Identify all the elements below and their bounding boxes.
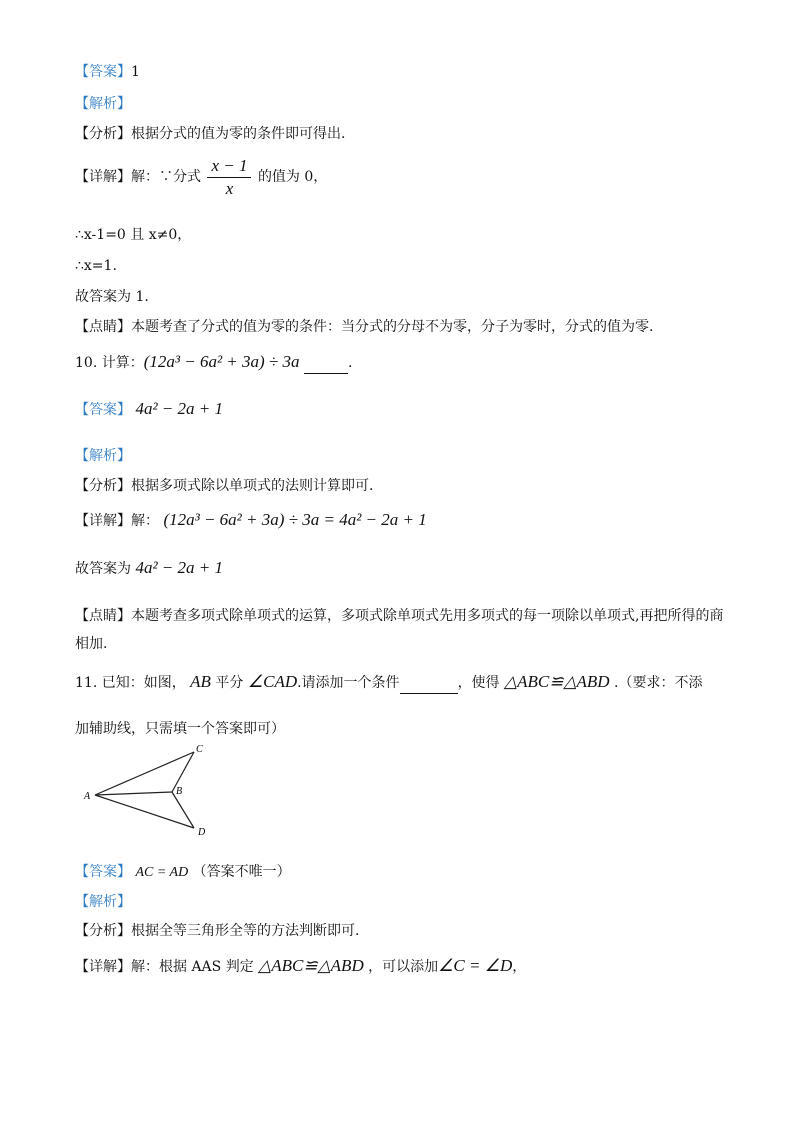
q10-conclusion-line (75, 558, 223, 579)
point-c-label: C (196, 744, 203, 755)
answer-expression: 4a² − 2a + 1 (135, 399, 223, 418)
q9-analysis-tag: 【解析】 (75, 96, 131, 112)
fenxi-text: 根据多项式除以单项式的法则计算即可. (131, 478, 374, 494)
fenxi-tag: 【分析】 (75, 478, 131, 494)
answer-blank (304, 353, 348, 374)
q9-step2: ∴x=1. (75, 258, 117, 274)
comment-text: 本题考查多项式除单项式的运算，多项式除单项式先用多项式的每一项除以单项式,再把所得的商 (131, 608, 724, 624)
question-prompt: 计算： (101, 355, 144, 371)
detail-suffix: 的值为 0， (257, 169, 328, 185)
question-number: 10. (75, 355, 98, 371)
segment-bd (172, 792, 194, 828)
fenxi-tag: 【分析】 (75, 126, 131, 142)
answer-note: （答案不唯一） (192, 864, 291, 880)
q10-comment-line1 (75, 606, 723, 626)
q11-fenxi-line (75, 921, 359, 941)
q11-analysis-tag: 【解析】 (75, 894, 131, 910)
q9-detail-line (75, 153, 327, 201)
q10-comment-line2: 相加. (75, 636, 108, 652)
comment-tag: 【点睛】 (75, 608, 131, 624)
q11-detail-line (75, 956, 526, 977)
q9-fenxi-line (75, 124, 345, 144)
q10-fenxi-line (75, 476, 373, 496)
answer-tag: 【答案】 (75, 402, 131, 418)
comment-text: 本题考查了分式的值为零的条件：当分式的分母不为零，分子为零时，分式的值为零. (131, 319, 654, 335)
q10-question-line (75, 352, 352, 374)
point-d-label: D (198, 827, 206, 838)
point-a-label: A (84, 791, 91, 802)
detail-prefix: 解：∵分式 (131, 169, 201, 185)
conclusion-expression: 4a² − 2a + 1 (135, 558, 223, 577)
q11-question-line2: 加辅助线，只需填一个答案即可） (75, 721, 285, 737)
question-text4: ，使得 (457, 675, 500, 691)
q9-comment-line (75, 317, 653, 337)
question-number: 11. (75, 675, 98, 691)
detail-tag: 【详解】 (75, 959, 131, 975)
fenxi-tag: 【分析】 (75, 923, 131, 939)
q10-answer-line (75, 399, 223, 420)
detail-tag: 【详解】 (75, 513, 131, 529)
fenxi-text: 根据分式的值为零的条件即可得出. (131, 126, 346, 142)
detail-mid: ，可以添加 (368, 959, 439, 975)
question-text2: 平分 (215, 675, 244, 691)
fraction-numerator: x − 1 (207, 155, 251, 178)
q11-question-line1 (75, 672, 702, 694)
detail-tag: 【详解】 (75, 169, 131, 185)
detail-prefix: 解：根据 AAS 判定 (131, 959, 254, 975)
answer-blank (400, 673, 458, 694)
q11-answer-line (75, 862, 291, 883)
fraction-denominator: x (225, 178, 234, 198)
expr-ab: AB (190, 672, 211, 691)
q10-analysis-tag: 【解析】 (75, 448, 131, 464)
q9-conclusion: 故答案为 1. (75, 289, 149, 305)
detail-expression: (12a³ − 6a² + 3a) ÷ 3a = 4a² − 2a + 1 (163, 510, 427, 529)
fraction (207, 155, 251, 200)
question-text3: .请添加一个条件 (297, 675, 400, 691)
q9-answer-line (75, 62, 140, 82)
answer-value: 1 (131, 64, 140, 80)
detail-angle: ∠C = ∠D (438, 956, 513, 975)
q10-detail-line (75, 510, 427, 531)
expr-cad: ∠CAD (247, 672, 298, 691)
question-expression: (12a³ − 6a² + 3a) ÷ 3a (143, 352, 300, 371)
conclusion-prefix: 故答案为 (75, 561, 131, 577)
detail-prefix: 解： (131, 513, 159, 529)
blank-suffix: . (347, 355, 353, 371)
answer-expression: AC = AD (135, 865, 189, 880)
comment-tag: 【点睛】 (75, 319, 131, 335)
fenxi-text: 根据全等三角形全等的方法判断即可. (131, 923, 360, 939)
detail-end: ， (512, 959, 527, 975)
answer-tag: 【答案】 (75, 864, 131, 880)
segment-ad (95, 795, 194, 828)
expr-congruent: △ABC≌△ABD (504, 672, 610, 691)
answer-tag: 【答案】 (75, 64, 131, 80)
geometry-figure (80, 740, 220, 840)
segment-ab (95, 792, 172, 795)
question-text1: 已知：如图， (101, 675, 186, 691)
point-b-label: B (176, 786, 183, 797)
question-text5: .（要求：不添 (614, 675, 703, 691)
detail-expression: △ABC≌△ABD (258, 956, 364, 975)
q9-step1: ∴x-1=0 且 x≠0， (75, 227, 192, 243)
